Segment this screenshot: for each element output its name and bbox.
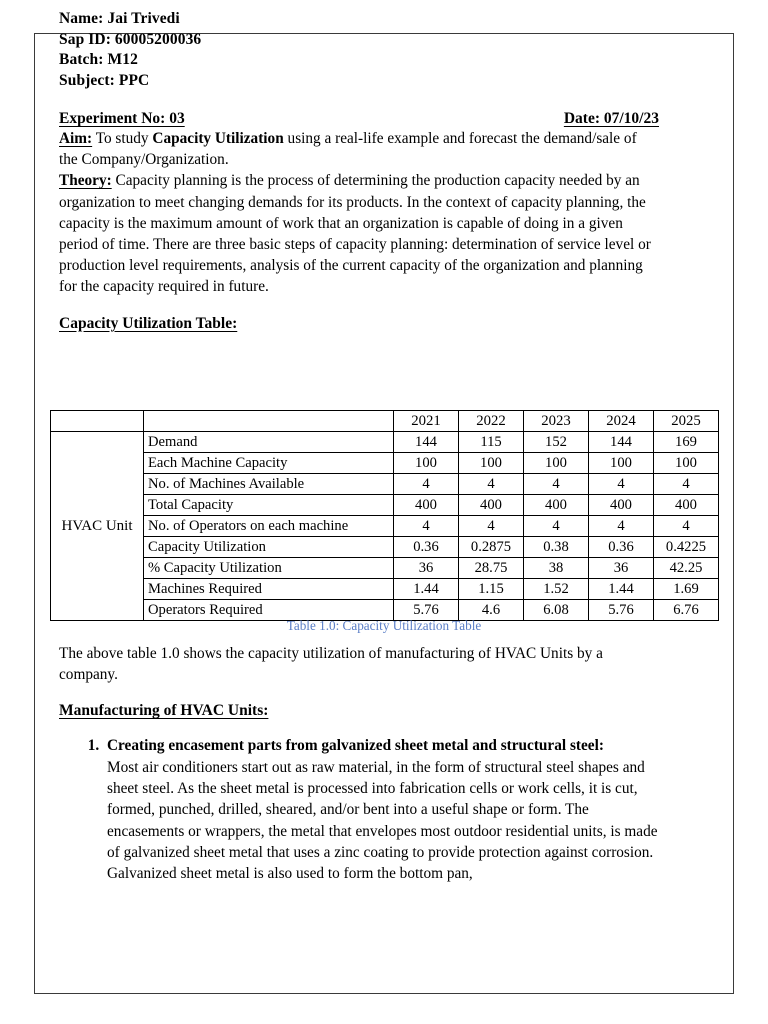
row-label-cell: Capacity Utilization <box>144 537 394 558</box>
year-header-2025: 2025 <box>654 411 719 432</box>
data-cell-2021: 36 <box>394 558 459 579</box>
data-cell-2024: 4 <box>589 474 654 495</box>
data-cell-2022: 400 <box>459 495 524 516</box>
year-header-2022: 2022 <box>459 411 524 432</box>
data-cell-2023: 38 <box>524 558 589 579</box>
step-title: 1. Creating encasement parts from galvanized sheet metal and structural steel: <box>107 737 604 755</box>
step-body: Most air conditioners start out as raw material, in the form of structural steel shapes and sheet steel. As the sheet metal is processed into fabrication cells or work cells, it is cut, formed, punched, drilled, sheared, and/or bent into a useful shape or form. The encasements or wrappers, the metal that envelopes most outdoor residential units, is made of galvanized sheet metal that uses a zinc coating to provide protection against corrosion. Galvanized sheet metal is also used to form the bottom pan, <box>107 758 658 883</box>
capacity-table-heading-text: Capacity Utilization Table: <box>59 314 238 332</box>
data-cell-2025: 100 <box>654 453 719 474</box>
data-cell-2022: 4.6 <box>459 600 524 621</box>
document-lower-content <box>59 643 659 884</box>
table-row <box>51 495 719 516</box>
data-cell-2024: 0.36 <box>589 537 654 558</box>
manufacturing-steps-list <box>59 735 659 884</box>
data-cell-2024: 4 <box>589 516 654 537</box>
data-cell-2025: 4 <box>654 516 719 537</box>
table-row <box>51 558 719 579</box>
experiment-date-row <box>59 110 659 128</box>
document-upper-content <box>59 9 659 334</box>
theory-text: Capacity planning is the process of determining the production capacity needed by an organization to meet changing demands for its products. In the context of capacity planning, the capacity is the maximum amount of work that an organization is capable of doing in a given period of time. There are three basic steps of capacity planning: determination of service level or production level requirements, analysis of the current capacity of the organization and planning for the capacity required in future. <box>59 172 651 296</box>
date-label: Date: 07/10/23 <box>563 110 659 127</box>
data-cell-2025: 6.76 <box>654 600 719 621</box>
student-batch-line: Batch: M12 <box>59 51 138 68</box>
aim-paragraph <box>59 128 659 170</box>
data-cell-2025: 1.69 <box>654 579 719 600</box>
table-row <box>51 474 719 495</box>
data-cell-2021: 4 <box>394 516 459 537</box>
data-cell-2025: 0.4225 <box>654 537 719 558</box>
data-cell-2025: 4 <box>654 474 719 495</box>
table-row <box>51 579 719 600</box>
data-cell-2023: 4 <box>524 516 589 537</box>
table-row <box>51 537 719 558</box>
table-row <box>51 432 719 453</box>
student-identity-block <box>59 9 659 91</box>
capacity-utilization-table <box>50 410 719 621</box>
unit-group-cell: HVAC Unit <box>51 432 144 621</box>
data-cell-2022: 4 <box>459 474 524 495</box>
data-cell-2024: 144 <box>589 432 654 453</box>
aim-text-before: To study <box>92 130 153 147</box>
data-cell-2022: 4 <box>459 516 524 537</box>
data-cell-2022: 28.75 <box>459 558 524 579</box>
data-cell-2021: 0.36 <box>394 537 459 558</box>
data-cell-2023: 6.08 <box>524 600 589 621</box>
row-label-cell: Demand <box>144 432 394 453</box>
student-subject-line: Subject: PPC <box>59 71 150 89</box>
data-cell-2021: 100 <box>394 453 459 474</box>
experiment-number-label: Experiment No: 03 <box>59 110 185 127</box>
data-cell-2022: 115 <box>459 432 524 453</box>
aim-text-after: using a real-life example and forecast the demand/sale of the Company/Organization. <box>59 130 637 169</box>
data-cell-2021: 144 <box>394 432 459 453</box>
data-cell-2022: 1.15 <box>459 579 524 600</box>
capacity-table-header-row <box>51 411 719 432</box>
table-row <box>51 516 719 537</box>
row-label-cell: % Capacity Utilization <box>144 558 394 579</box>
data-cell-2021: 400 <box>394 495 459 516</box>
data-cell-2024: 1.44 <box>589 579 654 600</box>
data-cell-2025: 400 <box>654 495 719 516</box>
row-label-cell: Machines Required <box>144 579 394 600</box>
theory-paragraph <box>59 170 659 297</box>
data-cell-2024: 36 <box>589 558 654 579</box>
data-cell-2024: 400 <box>589 495 654 516</box>
year-header-2024: 2024 <box>589 411 654 432</box>
data-cell-2023: 1.52 <box>524 579 589 600</box>
data-cell-2025: 169 <box>654 432 719 453</box>
table-rowlabel-blank-cell <box>144 411 394 432</box>
table-row <box>51 453 719 474</box>
data-cell-2024: 5.76 <box>589 600 654 621</box>
data-cell-2023: 4 <box>524 474 589 495</box>
data-cell-2021: 4 <box>394 474 459 495</box>
data-cell-2024: 100 <box>589 453 654 474</box>
theory-label: Theory: <box>59 172 112 190</box>
table-corner-blank-cell <box>51 411 144 432</box>
data-cell-2023: 0.38 <box>524 537 589 558</box>
list-item <box>103 735 659 884</box>
year-header-2023: 2023 <box>524 411 589 432</box>
capacity-table-heading <box>59 314 659 334</box>
data-cell-2022: 0.2875 <box>459 537 524 558</box>
capacity-table-body <box>51 411 719 621</box>
table-caption: Table 1.0: Capacity Utilization Table <box>286 618 482 633</box>
data-cell-2023: 152 <box>524 432 589 453</box>
data-cell-2021: 5.76 <box>394 600 459 621</box>
data-cell-2021: 1.44 <box>394 579 459 600</box>
row-label-cell: No. of Operators on each machine <box>144 516 394 537</box>
student-name-line: Name: Jai Trivedi <box>59 10 180 27</box>
manufacturing-heading <box>59 701 659 721</box>
student-sapid-line: Sap ID: 60005200036 <box>59 30 202 48</box>
row-label-cell: Each Machine Capacity <box>144 453 394 474</box>
aim-bold-phrase: Capacity Utilization <box>152 130 284 147</box>
year-header-2021: 2021 <box>394 411 459 432</box>
aim-label: Aim: <box>59 130 93 147</box>
data-cell-2023: 100 <box>524 453 589 474</box>
row-label-cell: Total Capacity <box>144 495 394 516</box>
data-cell-2025: 42.25 <box>654 558 719 579</box>
post-table-paragraph: The above table 1.0 shows the capacity utilization of manufacturing of HVAC Units by a company. <box>59 645 603 684</box>
data-cell-2023: 400 <box>524 495 589 516</box>
row-label-cell: No. of Machines Available <box>144 474 394 495</box>
manufacturing-heading-text: Manufacturing of HVAC Units: <box>59 702 269 720</box>
data-cell-2022: 100 <box>459 453 524 474</box>
row-label-cell: Operators Required <box>144 600 394 621</box>
capacity-utilization-table-wrap <box>50 410 718 621</box>
